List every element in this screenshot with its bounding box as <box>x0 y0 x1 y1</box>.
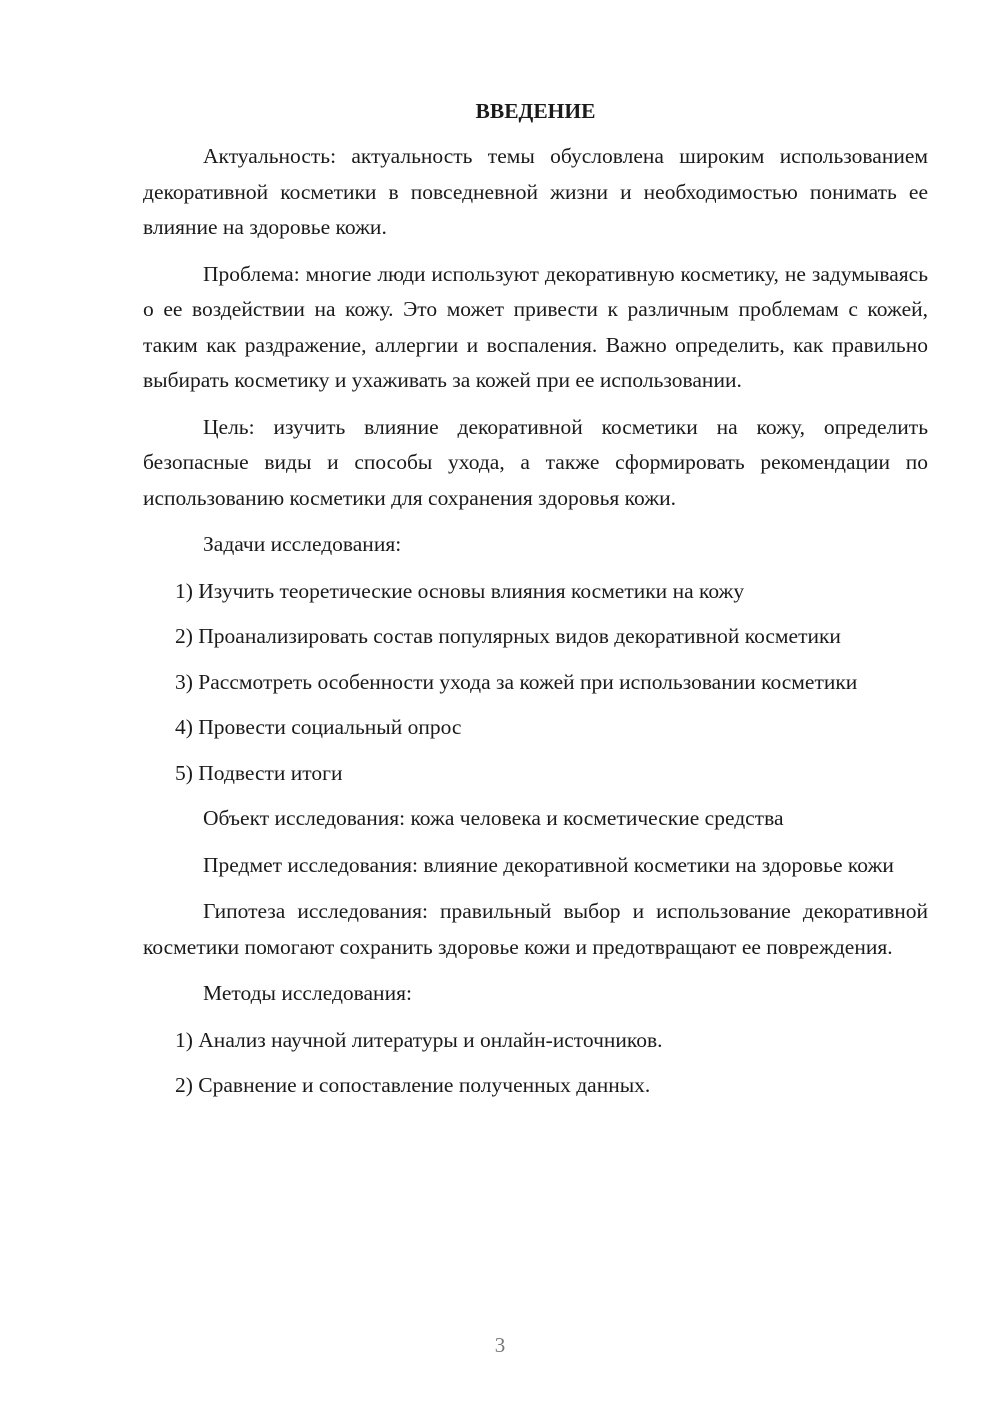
page-number: 3 <box>494 1333 506 1357</box>
section-title: ВВЕДЕНИЕ <box>475 99 596 123</box>
task-item-2: 2) Проанализировать состав популярных видов декоративной косметики <box>175 624 841 648</box>
methods-heading: Методы исследования: <box>203 981 412 1005</box>
task-item-1: 1) Изучить теоретические основы влияния косметики на кожу <box>175 578 745 603</box>
page-content <box>143 94 928 1114</box>
method-item-2: 2) Сравнение и сопоставление полученных данных. <box>175 1073 651 1097</box>
task-item-4: 4) Провести социальный опрос <box>175 715 462 739</box>
relevance-paragraph: Актуальность: актуальность темы обусловлена широким использованием декоративной косметики в повседневной жизни и необходимостью понимать ее влияние на здоровье кожи. <box>143 144 928 239</box>
task-item-3: 3) Рассмотреть особенности ухода за кожей при использовании косметики <box>175 669 858 694</box>
problem-paragraph: Проблема: многие люди используют декоративную косметику, не задумываясь о ее воздействии на кожу. Это может привести к различным проблемам с кожей, таким как раздражение, аллергии и воспаления. Важно определить, как правильно выбирать косметику и ухаживать за кожей при ее использовании. <box>143 261 928 392</box>
hypothesis-paragraph: Гипотеза исследования: правильный выбор и использование декоративной косметики помогают сохранить здоровье кожи и предотвращают ее повреждения. <box>143 899 928 959</box>
subject-paragraph: Предмет исследования: влияние декоративной косметики на здоровье кожи <box>203 852 894 877</box>
task-item-5: 5) Подвести итоги <box>175 760 343 785</box>
method-item-1: 1) Анализ научной литературы и онлайн-источников. <box>175 1027 663 1052</box>
object-paragraph: Объект исследования: кожа человека и косметические средства <box>203 806 784 830</box>
tasks-heading: Задачи исследования: <box>203 532 402 556</box>
goal-paragraph: Цель: изучить влияние декоративной косметики на кожу, определить безопасные виды и способы ухода, а также сформировать рекомендации по использованию косметики для сохранения здоровья кожи. <box>143 414 928 510</box>
